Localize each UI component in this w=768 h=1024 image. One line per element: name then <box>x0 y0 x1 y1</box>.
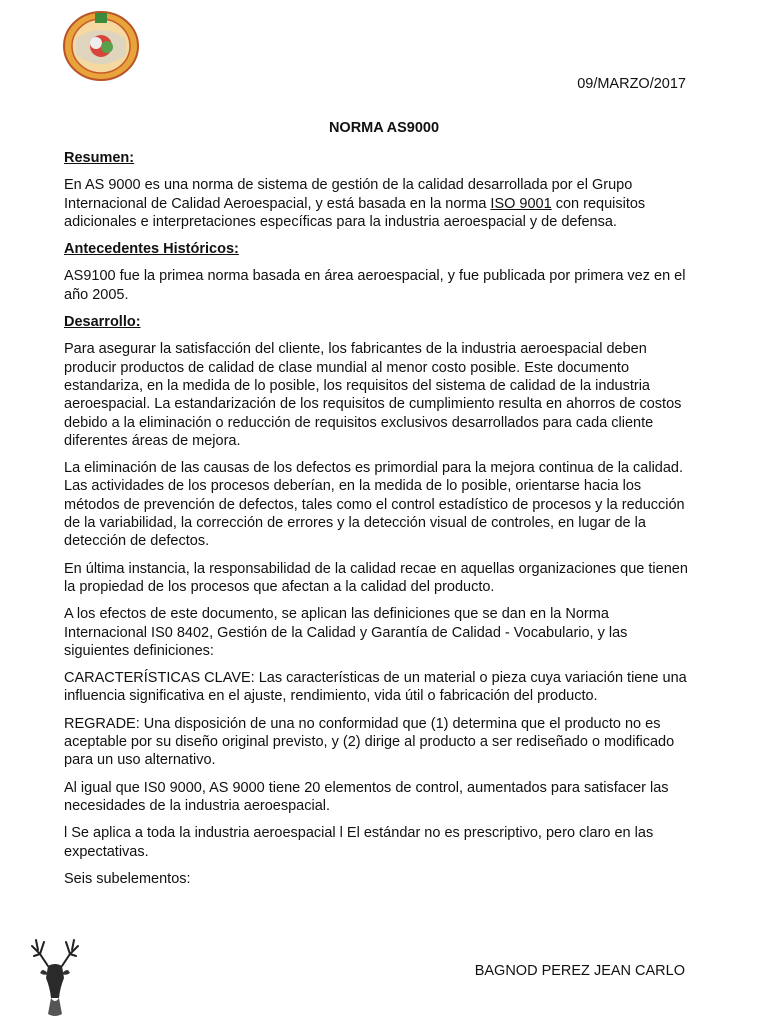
desarrollo-paragraph-9: Seis subelementos: <box>64 870 191 887</box>
author-name: BAGNOD PEREZ JEAN CARLO <box>474 963 685 979</box>
deer-head-icon <box>26 936 84 1018</box>
desarrollo-paragraph-8: l Se aplica a toda la industria aeroespacial l El estándar no es prescriptivo, pero claro en las expectativas. <box>64 825 654 860</box>
section-heading-antecedentes: Antecedentes Históricos: <box>64 241 239 258</box>
antecedentes-paragraph: AS9100 fue la primea norma basada en área aeroespacial, y fue publicada por primera vez en el año 2005. <box>64 268 686 303</box>
section-heading-resumen: Resumen: <box>64 150 135 166</box>
iso-9001-link[interactable]: ISO 9001 <box>490 195 552 212</box>
desarrollo-paragraph-7: Al igual que IS0 9000, AS 9000 tiene 20 elementos de control, aumentados para satisfacer las necesidades de la industria aeroespacial. <box>64 779 669 814</box>
resumen-text-end: con requisitos adicionales e interpretaciones específicas para la industria aeroespacial y de defensa. <box>64 195 646 230</box>
desarrollo-paragraph-3: En última instancia, la responsabilidad de la calidad recae en aquellas organizaciones que tienen la propiedad de los procesos que afectan a la calidad del producto. <box>64 560 688 595</box>
resumen-text-start: En AS 9000 es una norma de sistema de gestión de la calidad desarrollada por el Grupo Internacional de Calidad Aeroespacial, y está basada en la norma <box>64 177 633 212</box>
institution-seal-icon <box>62 9 140 81</box>
definition-caracteristicas-clave: CARACTERÍSTICAS CLAVE: Las características de un material o pieza cuya variación tiene una influencia significativa en el ajuste, rendimiento, vida útil o fabricación del producto. <box>64 670 687 705</box>
desarrollo-paragraph-4: A los efectos de este documento, se aplican las definiciones que se dan en la Norma Internacional IS0 8402, Gestión de la Calidad y Garantía de Calidad - Vocabulario, y las siguientes definiciones: <box>64 606 628 659</box>
document-body <box>64 149 690 888</box>
document-title: NORMA AS9000 <box>328 120 440 136</box>
resumen-paragraph <box>64 176 690 231</box>
desarrollo-paragraph-2: La eliminación de las causas de los defectos es primordial para la mejora continua de la calidad. Las actividades de los procesos deberían, en la medida de lo posible, orientarse hacia los métodos de prevención de defectos, tales como el control estadístico de procesos y la reducción de la variabilidad, la corrección de errores y la detección visual de controles, en lugar de la detección de defectos. <box>64 460 685 550</box>
desarrollo-paragraph-1: Para asegurar la satisfacción del cliente, los fabricantes de la industria aeroespacial deben producir productos de calidad de clase mundial al menor costo posible. Este documento estandariza, en la medida de lo posible, los requisitos del sistema de calidad de la industria aeroespacial. La estandarización de los requisitos de cumplimiento resulta en ahorros de costos debido a la eliminación o reducción de requisitos exclusivos desarrollados para cada cliente diferentes áreas de mejora. <box>64 341 682 449</box>
definition-regrade: REGRADE: Una disposición de una no conformidad que (1) determina que el producto no es aceptable por su diseño original previsto, y (2) dirige al producto a ser rediseñado o modificado para un uso alternativo. <box>64 715 675 769</box>
document-date: 09/MARZO/2017 <box>577 76 686 92</box>
section-heading-desarrollo: Desarrollo: <box>64 314 141 331</box>
